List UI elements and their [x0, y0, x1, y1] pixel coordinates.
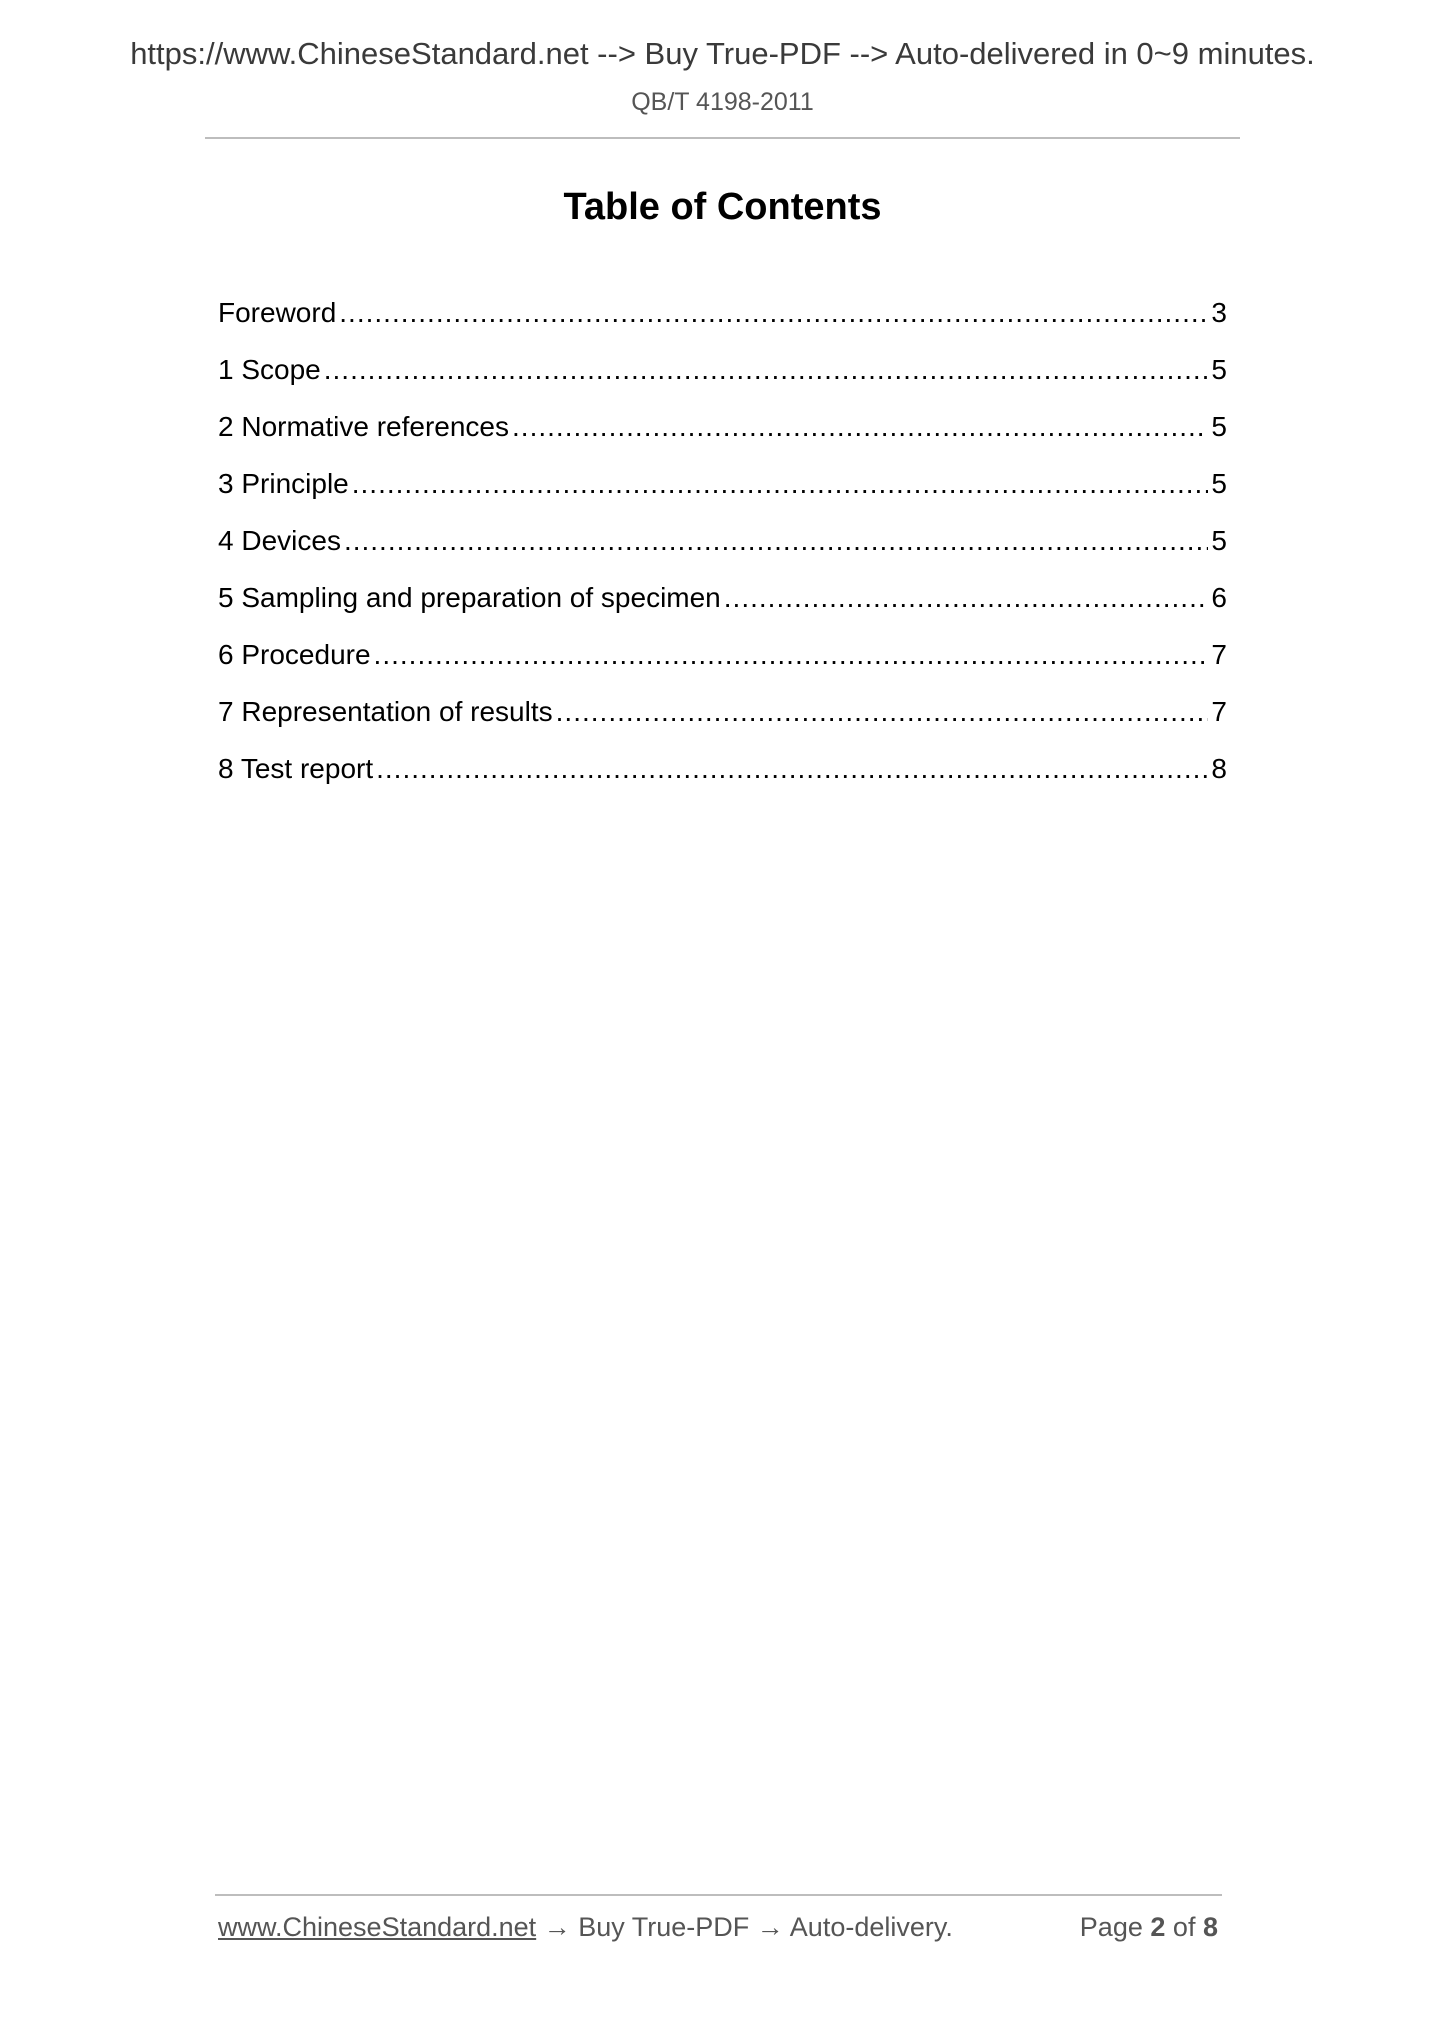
footer-site-link[interactable]: www.ChineseStandard.net [218, 1912, 537, 1942]
toc-dot-leader [324, 350, 1209, 390]
toc-dot-leader [724, 578, 1209, 618]
toc-entry-representation-of-results[interactable] [218, 692, 1227, 749]
footer-promo [218, 1912, 953, 1943]
toc-entry-page: 6 [1211, 582, 1227, 613]
toc-dot-leader [339, 293, 1208, 333]
toc-dot-leader [512, 407, 1208, 447]
toc-entry-foreword[interactable] [218, 293, 1227, 350]
toc-entry-page: 7 [1211, 639, 1227, 670]
toc-entry-page: 5 [1211, 411, 1227, 442]
toc-entry-devices[interactable] [218, 521, 1227, 578]
toc-dot-leader [376, 749, 1208, 789]
toc-entry-label: 8 Test report [218, 753, 374, 784]
toc-entry-label: 6 Procedure [218, 639, 371, 670]
current-page-number: 2 [1150, 1912, 1166, 1942]
toc-entry-procedure[interactable] [218, 635, 1227, 692]
toc-entry-label: 7 Representation of results [218, 696, 553, 727]
page-word: Page [1079, 1912, 1143, 1942]
toc-entry-normative-references[interactable] [218, 407, 1227, 464]
header-divider [205, 137, 1240, 139]
arrow-right-icon: → [543, 1912, 571, 1942]
of-word: of [1172, 1912, 1196, 1942]
document-code: QB/T 4198-2011 [631, 88, 814, 116]
footer-buy-text: Buy True-PDF [578, 1912, 750, 1942]
footer-divider [215, 1894, 1222, 1896]
toc-entry-page: 5 [1211, 354, 1227, 385]
toc-entry-label: Foreword [218, 297, 337, 328]
arrow-right-icon: → [756, 1912, 784, 1942]
toc-entry-page: 5 [1211, 525, 1227, 556]
source-banner: https://www.ChineseStandard.net --> Buy True-PDF --> Auto-delivered in 0~9 minutes. [130, 36, 1315, 71]
page-indicator [1080, 1912, 1218, 1943]
toc-dot-leader [352, 464, 1209, 504]
toc-entry-page: 3 [1211, 297, 1227, 328]
toc-entry-sampling[interactable] [218, 578, 1227, 635]
toc-entry-label: 1 Scope [218, 354, 321, 385]
toc-entry-principle[interactable] [218, 464, 1227, 521]
toc-dot-leader [344, 521, 1208, 561]
toc-entry-page: 7 [1211, 696, 1227, 727]
toc-entry-test-report[interactable] [218, 749, 1227, 806]
toc-dot-leader [556, 692, 1209, 732]
toc-entry-page: 5 [1211, 468, 1227, 499]
toc-list [218, 293, 1227, 806]
total-pages-number: 8 [1202, 1912, 1218, 1942]
toc-entry-label: 3 Principle [218, 468, 349, 499]
toc-entry-scope[interactable] [218, 350, 1227, 407]
toc-entry-label: 5 Sampling and preparation of specimen [218, 582, 721, 613]
toc-title: Table of Contents [563, 186, 882, 228]
toc-entry-label: 4 Devices [218, 525, 341, 556]
footer-delivery-text: Auto-delivery. [789, 1912, 953, 1942]
toc-dot-leader [374, 635, 1209, 675]
toc-entry-label: 2 Normative references [218, 411, 510, 442]
toc-entry-page: 8 [1211, 753, 1227, 784]
